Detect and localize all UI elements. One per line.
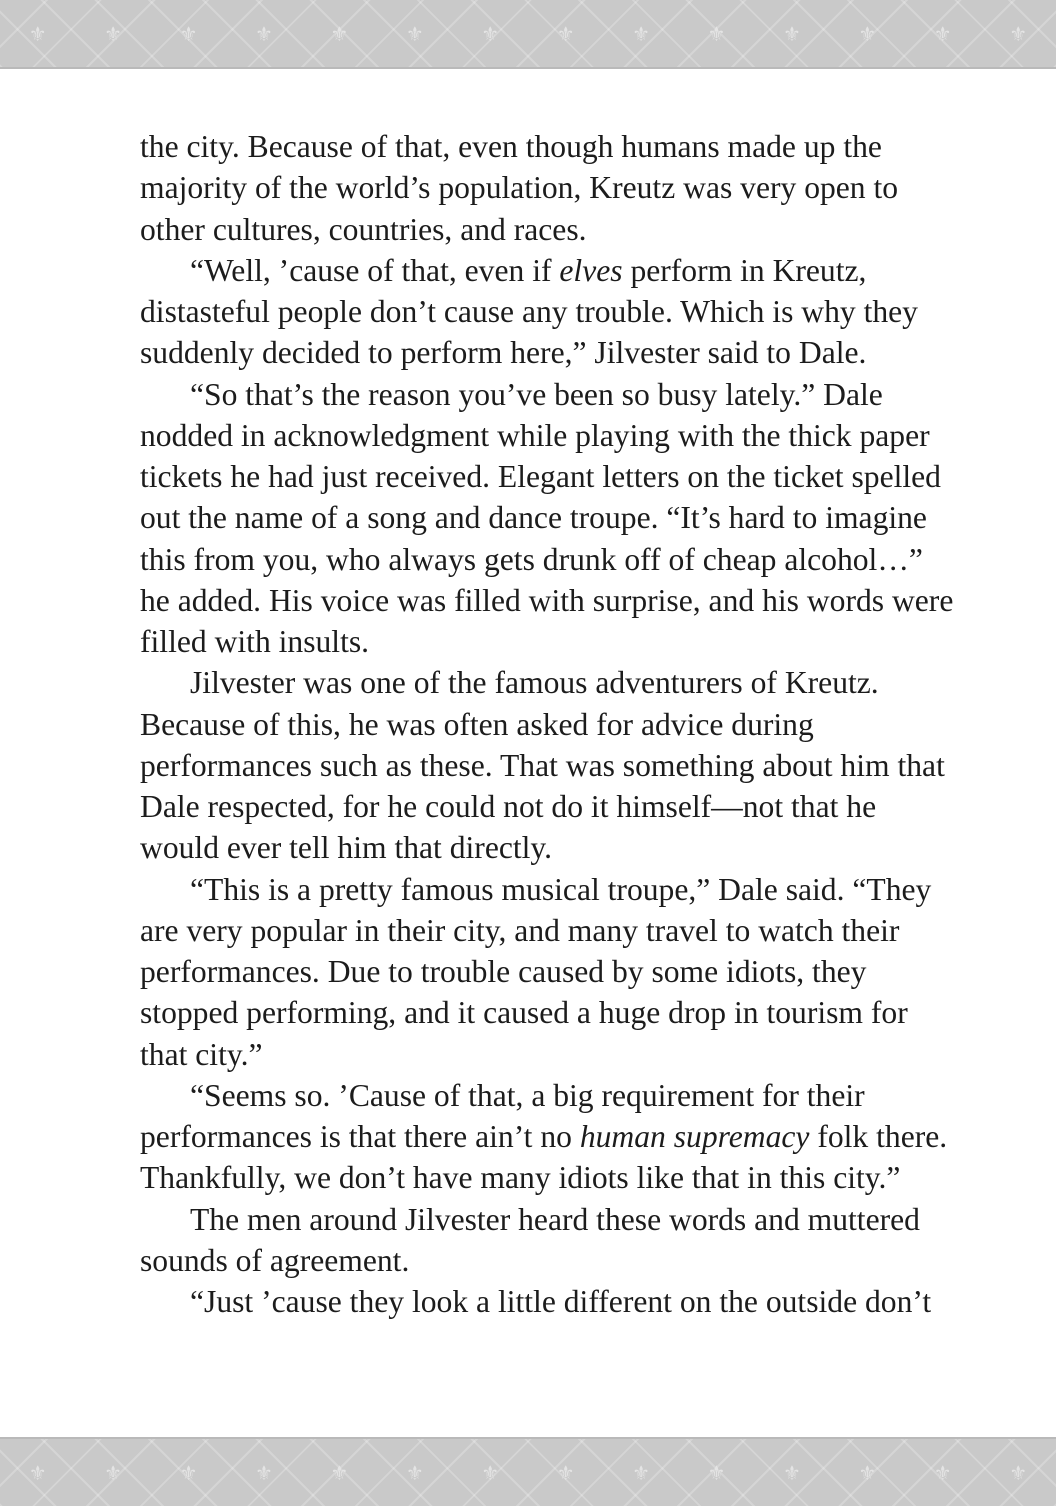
paragraph-1: the city. Because of that, even though humans made up the majority of the world’s population, Kreutz was very open to other cultures, countries, and races. <box>140 129 899 247</box>
paragraph-5: “This is a pretty famous musical troupe,” Dale said. “They are very popular in their city, and many travel to watch their performances. Due to trouble caused by some idiots, they stopped performing, and it caused a huge drop in tourism for that city.” <box>140 871 932 1072</box>
paragraph-8: “Just ’cause they look a little different on the outside don’t <box>190 1284 932 1319</box>
fleur-de-lis-icon: ⚜ ⚜ ⚜ ⚜ ⚜ ⚜ ⚜ ⚜ ⚜ ⚜ ⚜ ⚜ ⚜ ⚜ <box>28 21 1028 46</box>
paragraph-2-end: perform in Kreutz, distasteful people don’t cause any trouble. Which is why they suddenly decided to perform here,” Jilvester said to Dale. <box>140 252 918 371</box>
page-body-text <box>140 126 956 1322</box>
paragraph-6-start: “Seems so. ’Cause of that, a big requirement for their performances is that there ain’t no <box>140 1077 865 1154</box>
paragraph-4: Jilvester was one of the famous adventurers of Kreutz. Because of this, he was often asked for advice during performances such as these. That was something about him that Dale respected, for he could not do it himself—not that he would ever tell him that directly. <box>140 665 945 866</box>
fleur-de-lis-icon: ⚜ ⚜ ⚜ ⚜ ⚜ ⚜ ⚜ ⚜ ⚜ ⚜ ⚜ ⚜ ⚜ ⚜ <box>28 1460 1028 1485</box>
paragraph-3: “So that’s the reason you’ve been so busy lately.” Dale nodded in acknowledgment while playing with the thick paper tickets he had just received. Elegant letters on the ticket spelled out the name of a song and dance troupe. “It’s hard to imagine this from you, who always gets drunk off of cheap alcohol…” he added. His voice was filled with surprise, and his words were filled with insults. <box>140 376 954 659</box>
italic-human-supremacy: human supremacy <box>579 1119 810 1154</box>
paragraph-6 <box>140 1075 956 1199</box>
bottom-decorative-border <box>0 1437 1056 1506</box>
paragraph-7: The men around Jilvester heard these words and muttered sounds of agreement. <box>140 1201 920 1278</box>
paragraph-2-start: “Well, ’cause of that, even if <box>190 252 560 288</box>
italic-elves: elves <box>559 252 623 288</box>
paragraph-2 <box>140 250 956 374</box>
paragraph-6-end: folk there. Thankfully, we don’t have many idiots like that in this city.” <box>140 1119 948 1196</box>
top-decorative-border <box>0 0 1056 69</box>
